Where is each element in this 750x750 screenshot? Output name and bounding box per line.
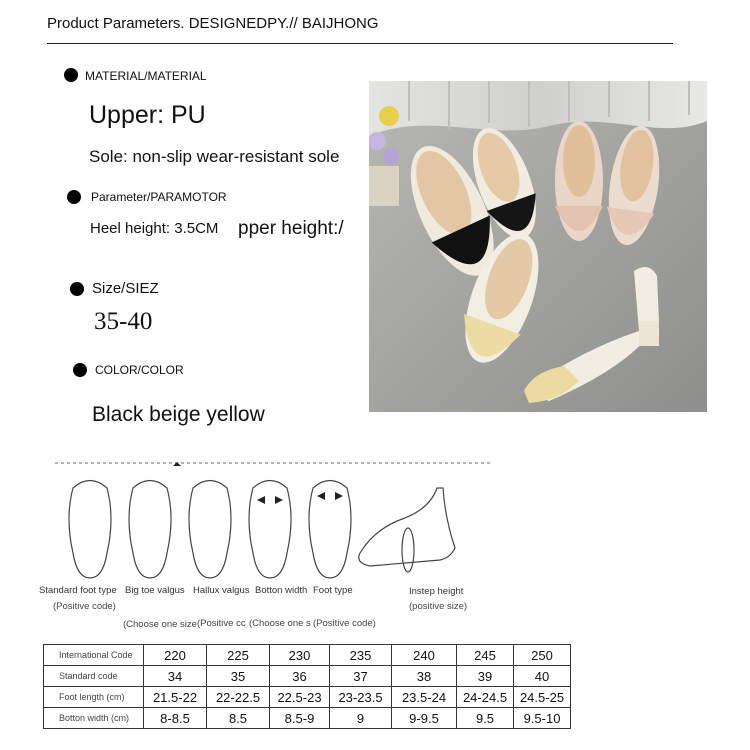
table-cell: 225 <box>207 645 270 666</box>
bullet-icon <box>73 363 87 377</box>
table-cell: 9-9.5 <box>392 708 457 729</box>
foot-type-caption: Big toe valgus <box>125 585 185 596</box>
row-label: Botton width (cm) <box>44 708 144 729</box>
table-cell: 250 <box>514 645 571 666</box>
foot-type-sub: (Choose one size <box>123 619 197 630</box>
table-cell: 34 <box>144 666 207 687</box>
row-label: Standard code <box>44 666 144 687</box>
table-cell: 240 <box>392 645 457 666</box>
table-cell: 22-22.5 <box>207 687 270 708</box>
table-row <box>44 687 571 708</box>
foot-type-caption: Botton width <box>255 585 308 596</box>
color-label: COLOR/COLOR <box>95 363 184 377</box>
foot-type-caption: Standard foot type <box>39 585 117 596</box>
foot-type-sub: (Choose one s <box>249 618 311 629</box>
table-cell: 8-8.5 <box>144 708 207 729</box>
size-table <box>43 644 571 729</box>
table-cell: 38 <box>392 666 457 687</box>
foot-type-sub: (Positive code) <box>313 618 376 629</box>
table-cell: 24.5-25 <box>514 687 571 708</box>
size-value: 35-40 <box>94 308 153 335</box>
table-cell: 40 <box>514 666 571 687</box>
foot-type-sub: (Positive code) <box>53 601 116 612</box>
table-cell: 8.5-9 <box>270 708 330 729</box>
table-cell: 245 <box>457 645 514 666</box>
foot-type-sub: (positive size) <box>409 601 468 612</box>
page-title: Product Parameters. DESIGNEDPY.// BAIJHONG <box>47 15 379 32</box>
product-photo <box>369 81 707 412</box>
color-value: Black beige yellow <box>92 403 265 426</box>
heel-height: Heel height: 3.5CM <box>90 220 219 237</box>
foot-type-caption: Foot type <box>313 585 353 596</box>
table-cell: 9.5-10 <box>514 708 571 729</box>
table-cell: 9.5 <box>457 708 514 729</box>
table-cell: 230 <box>270 645 330 666</box>
table-cell: 21.5-22 <box>144 687 207 708</box>
table-cell: 8.5 <box>207 708 270 729</box>
table-cell: 9 <box>330 708 392 729</box>
parameter-label: Parameter/PARAMOTOR <box>91 190 227 204</box>
bullet-icon <box>67 190 81 204</box>
material-upper: Upper: PU <box>89 101 206 129</box>
table-cell: 220 <box>144 645 207 666</box>
bullet-icon <box>64 68 78 82</box>
bullet-icon <box>70 282 84 296</box>
table-row <box>44 666 571 687</box>
table-row <box>44 645 571 666</box>
material-sole: Sole: non-slip wear-resistant sole <box>89 147 340 166</box>
header-divider <box>47 43 673 44</box>
row-label: Foot length (cm) <box>44 687 144 708</box>
row-label: International Code <box>44 645 144 666</box>
table-cell: 24-24.5 <box>457 687 514 708</box>
table-row <box>44 708 571 729</box>
material-label: MATERIAL/MATERIAL <box>85 69 207 83</box>
table-cell: 23-23.5 <box>330 687 392 708</box>
foot-type-caption: Instep height <box>409 586 464 597</box>
size-label: Size/SIEZ <box>92 280 159 297</box>
table-cell: 23.5-24 <box>392 687 457 708</box>
table-cell: 35 <box>207 666 270 687</box>
foot-type-caption: Hallux valgus <box>193 585 250 596</box>
table-cell: 37 <box>330 666 392 687</box>
table-cell: 235 <box>330 645 392 666</box>
table-cell: 39 <box>457 666 514 687</box>
upper-height: pper height:/ <box>238 218 344 239</box>
table-cell: 36 <box>270 666 330 687</box>
foot-type-sub: (Positive cc <box>197 618 246 629</box>
table-cell: 22.5-23 <box>270 687 330 708</box>
